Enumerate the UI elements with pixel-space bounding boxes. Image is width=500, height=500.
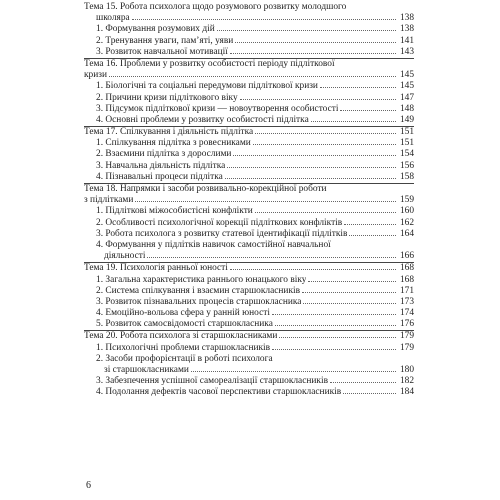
toc-page-number: 174 xyxy=(399,308,414,319)
dot-leader xyxy=(217,30,396,31)
dot-leader xyxy=(135,201,396,202)
toc-entry-line xyxy=(84,229,414,240)
toc-entry-title: 3. Забезпечення успішної самореалізації старшокласників xyxy=(96,376,328,387)
toc-entry-title: 4. Основні проблеми у розвитку особистості підлітка xyxy=(96,114,309,125)
toc-entry-title: 4. Пізнавальні процеси підлітка xyxy=(96,171,223,182)
dot-leader xyxy=(240,99,396,100)
toc-page-number: 143 xyxy=(399,46,414,57)
toc-page-number: 151 xyxy=(399,138,414,149)
dot-leader xyxy=(235,42,396,43)
dot-leader xyxy=(253,144,396,145)
dot-leader xyxy=(191,371,396,372)
toc-entry-title: Тема 20. Робота психолога зі старшокласниками xyxy=(84,331,278,342)
toc-entry-line xyxy=(84,275,414,286)
dot-leader xyxy=(279,337,396,338)
toc-page-number: 166 xyxy=(399,251,414,262)
toc-entry-title: 3. Підсумок підліткової кризи — новоутворення особистості xyxy=(96,103,339,114)
dot-leader xyxy=(147,257,396,258)
toc-entry-title: 2. Взаємини підлітка з дорослими xyxy=(96,149,232,160)
toc-entry-title: 1. Біологічні та соціальні передумови підліткової кризи xyxy=(96,81,318,92)
toc-page-number: 149 xyxy=(399,114,414,125)
toc-entry-title: 5. Розвиток самосвідомості старшокласника xyxy=(96,319,273,330)
toc-entry-title: Тема 19. Психологія ранньої юності xyxy=(84,263,228,274)
toc-page-number: 156 xyxy=(399,160,414,171)
dot-leader xyxy=(230,53,396,54)
toc-page-number: 184 xyxy=(399,387,414,398)
toc-topic-line xyxy=(84,59,414,70)
toc-entry-line xyxy=(84,172,414,183)
dot-leader xyxy=(255,133,396,134)
toc-page-number: 141 xyxy=(399,35,414,46)
dot-leader xyxy=(349,235,396,236)
toc-page-number: 180 xyxy=(399,365,414,375)
toc-page-number: 151 xyxy=(399,127,414,138)
dot-leader xyxy=(344,224,396,225)
toc-page-number: 145 xyxy=(399,81,414,92)
dot-leader xyxy=(109,76,396,77)
toc-entry-line xyxy=(84,387,414,398)
toc-entry-title: 2. Особливості психологічної корекції підліткових конфліктів xyxy=(96,217,343,228)
toc-page-number: 168 xyxy=(399,274,414,285)
toc-entry-title: 4. Формування у підлітків навичок самостійної навчальної xyxy=(96,239,331,250)
toc-page-number: 179 xyxy=(399,331,414,342)
toc-entry-line xyxy=(84,297,414,308)
toc-entry-line xyxy=(84,365,414,376)
dot-leader xyxy=(320,87,396,88)
table-of-contents xyxy=(84,2,414,399)
toc-entry-title: Тема 18. Напрямки і засоби розвивально-корекційної роботи xyxy=(84,184,327,194)
toc-entry-title: 2. Тренування уваги, пам’яті, уяви xyxy=(96,35,234,46)
toc-page-number: 159 xyxy=(399,195,414,206)
toc-page-number: 160 xyxy=(399,206,414,217)
toc-entry-line xyxy=(84,319,414,330)
toc-entry-title: 1. Спілкування підлітка з ровесниками xyxy=(96,138,251,149)
toc-entry-line xyxy=(84,149,414,160)
toc-entry-title: 3. Навчальна діяльність підлітка xyxy=(96,160,226,171)
toc-topic-line xyxy=(84,331,414,342)
dot-leader xyxy=(340,110,396,111)
toc-entry-title: 3. Розвиток навчальної мотивації xyxy=(96,46,228,57)
dot-leader xyxy=(302,292,396,293)
toc-entry-line xyxy=(84,343,414,354)
toc-page-number: 154 xyxy=(399,149,414,160)
toc-entry-title: 2. Причини кризи підліткового віку xyxy=(96,92,238,103)
toc-entry-title: 1. Підліткові міжособистісні конфлікти xyxy=(96,206,253,217)
toc-page-number: 176 xyxy=(399,319,414,330)
toc-entry-line xyxy=(84,93,414,104)
dot-leader xyxy=(311,121,396,122)
toc-topic-line xyxy=(84,263,414,274)
toc-entry-title: 3. Розвиток пізнавальних процесів старшокласника xyxy=(96,296,302,307)
toc-page-number: 148 xyxy=(399,103,414,114)
toc-entry-title: 3. Робота психолога з розвитку статевої ідентифікації підлітків xyxy=(96,228,348,239)
toc-entry-title: кризи xyxy=(84,70,107,81)
toc-entry-line xyxy=(84,138,414,149)
dot-leader xyxy=(343,393,396,394)
toc-page-number: 138 xyxy=(399,24,414,35)
toc-page-number: 162 xyxy=(399,217,414,228)
toc-entry-title: Тема 17. Спілкування і діяльність підлітка xyxy=(84,127,254,138)
toc-entry-line xyxy=(84,81,414,92)
toc-page-number: 158 xyxy=(399,171,414,182)
toc-entry-line xyxy=(84,286,414,297)
toc-entry-line xyxy=(84,251,414,262)
toc-entry-title: Тема 16. Проблеми у розвитку особистості періоду підліткової xyxy=(84,58,335,69)
dot-leader xyxy=(272,349,396,350)
dot-leader xyxy=(330,382,396,383)
toc-page-number: 182 xyxy=(399,376,414,387)
toc-entry-line xyxy=(84,354,414,365)
toc-entry-title: 1. Формування розумових дій xyxy=(96,24,215,35)
dot-leader xyxy=(275,325,396,326)
dot-leader xyxy=(255,212,396,213)
toc-entry-line xyxy=(84,376,414,387)
toc-entry-title: Тема 15. Робота психолога щодо розумового розвитку молодшого xyxy=(84,2,347,12)
toc-topic-line xyxy=(84,2,414,13)
dot-leader xyxy=(272,314,396,315)
toc-topic-line xyxy=(84,70,414,81)
toc-entry-line xyxy=(84,240,414,251)
dot-leader xyxy=(233,155,396,156)
toc-topic-line xyxy=(84,184,414,195)
toc-entry-title: школяра xyxy=(96,13,130,24)
toc-entry-line xyxy=(84,308,414,319)
toc-entry-title: 4. Подолання дефектів часової перспективи старшокласників xyxy=(96,387,342,398)
toc-entry-line xyxy=(84,36,414,47)
toc-page-number: 164 xyxy=(399,228,414,239)
toc-entry-line xyxy=(84,115,414,126)
page-number: 6 xyxy=(86,480,91,491)
toc-entry-line xyxy=(84,13,414,24)
toc-page-number: 138 xyxy=(399,13,414,24)
toc-page-number: 179 xyxy=(399,342,414,353)
dot-leader xyxy=(132,19,396,20)
toc-entry-title: 1. Загальна характеристика раннього юнацького віку xyxy=(96,274,307,285)
toc-entry-title: діяльності xyxy=(104,251,146,262)
toc-entry-line xyxy=(84,206,414,217)
dot-leader xyxy=(303,303,396,304)
toc-entry-line xyxy=(84,161,414,172)
toc-entry-line xyxy=(84,218,414,229)
toc-page-number: 173 xyxy=(399,296,414,307)
toc-page-number: 168 xyxy=(399,263,414,274)
toc-page-number: 145 xyxy=(399,70,414,81)
toc-entry-title: 4. Емоційно-вольова сфера у ранній юності xyxy=(96,308,270,319)
toc-entry-line xyxy=(84,24,414,35)
toc-page-number: 171 xyxy=(399,285,414,296)
dot-leader xyxy=(227,167,396,168)
toc-page-number: 147 xyxy=(399,92,414,103)
toc-topic-line xyxy=(84,127,414,138)
dot-leader xyxy=(225,178,396,179)
toc-entry-title: 2. Засоби профорієнтації в роботі психолога xyxy=(96,353,273,364)
dot-leader xyxy=(308,281,396,282)
dot-leader xyxy=(230,269,396,270)
toc-entry-title: з підлітками xyxy=(84,195,134,206)
toc-topic-line xyxy=(84,195,414,206)
toc-entry-line xyxy=(84,104,414,115)
toc-entry-line xyxy=(84,47,414,58)
toc-entry-title: зі старшокласниками xyxy=(104,365,189,375)
toc-entry-title: 1. Психологічні проблеми старшокласників xyxy=(96,342,271,353)
toc-entry-title: 2. Система спілкування і взаємин старшокласників xyxy=(96,285,301,296)
